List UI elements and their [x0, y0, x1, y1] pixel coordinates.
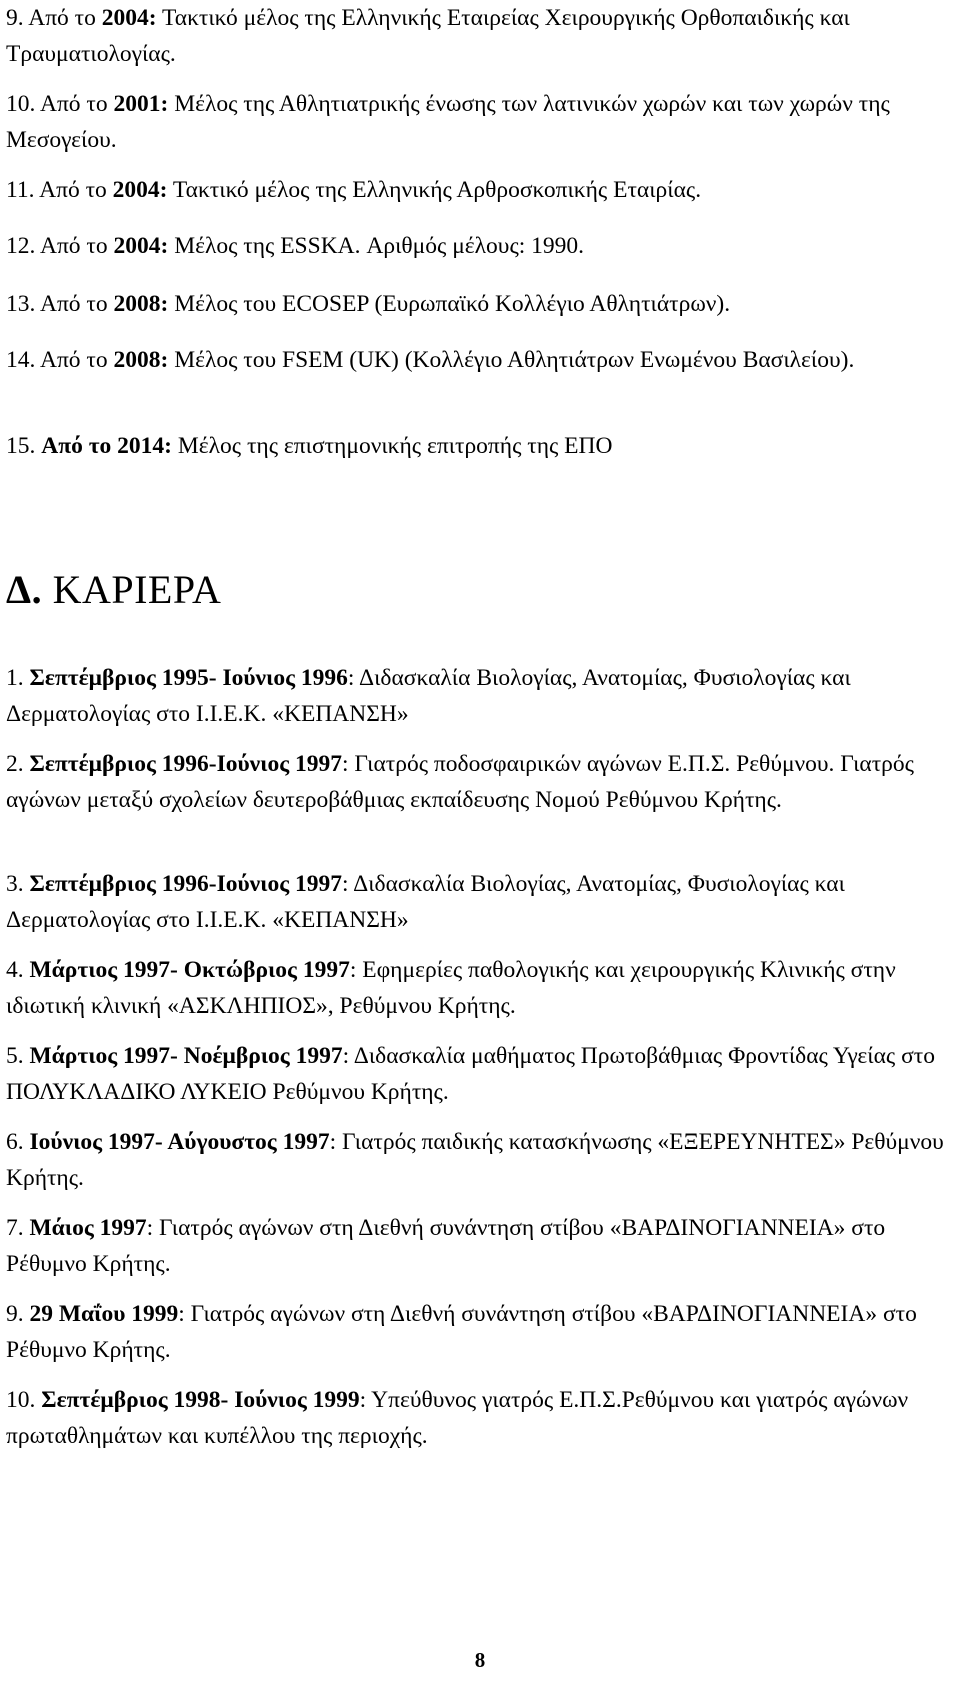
career-item: 2. Σεπτέμβριος 1996-Ιούνιος 1997: Γιατρός ποδοσφαιρικών αγώνων Ε.Π.Σ. Ρεθύμνου. Γιατρός αγώνων μεταξύ σχολείων δευτεροβάθμιας εκπαίδευσης Νομού Ρεθύμνου Κρήτης. — [6, 751, 914, 813]
career-item: 10. Σεπτέμβριος 1998- Ιούνιος 1999: Υπεύθυνος γιατρός Ε.Π.Σ.Ρεθύμνου και γιατρός αγώνων πρωταθλημάτων και κυπέλλου της περιοχής. — [6, 1387, 909, 1449]
membership-item: 14. Από το 2008: Μέλος του FSEM (UK) (Κολλέγιο Αθλητιάτρων Ενωμένου Βασιλείου). — [6, 347, 855, 373]
membership-item: 15. Από το 2014: Μέλος της επιστημονικής επιτροπής της ΕΠΟ — [6, 433, 613, 459]
page-number: 8 — [474, 1648, 486, 1672]
career-item: 1. Σεπτέμβριος 1995- Ιούνιος 1996: Διδασκαλία Βιολογίας, Ανατομίας, Φυσιολογίας και Δερματολογίας στο Ι.Ι.Ε.Κ. «ΚΕΠΑΝΣΗ» — [6, 665, 851, 727]
career-item: 4. Μάρτιος 1997- Οκτώβριος 1997: Εφημερίες παθολογικής και χειρουργικής Κλινικής στην ιδιωτική κλινική «ΑΣΚΛΗΠΙΟΣ», Ρεθύμνου Κρήτης. — [6, 957, 896, 1019]
career-item: 6. Ιούνιος 1997- Αύγουστος 1997: Γιατρός παιδικής κατασκήνωσης «ΕΞΕΡΕΥΝΗΤΕΣ» Ρεθύμνου Κρήτης. — [6, 1129, 944, 1191]
membership-item: 13. Από το 2008: Μέλος του ECOSEP (Ευρωπαϊκό Κολλέγιο Αθλητιάτρων). — [6, 291, 731, 317]
career-item: 9. 29 Μαΐου 1999: Γιατρός αγώνων στη Διεθνή συνάντηση στίβου «ΒΑΡΔΙΝΟΓΙΑΝΝΕΙΑ» στο Ρέθυμνο Κρήτης. — [6, 1301, 917, 1363]
career-item: 5. Μάρτιος 1997- Νοέμβριος 1997: Διδασκαλία μαθήματος Πρωτοβάθμιας Φροντίδας Υγείας στο ΠΟΛΥΚΛΑΔΙΚΟ ΛΥΚΕΙΟ Ρεθύμνου Κρήτης. — [6, 1043, 935, 1105]
section-heading: Δ. ΚΑΡΙΕΡΑ — [6, 567, 222, 612]
membership-item: 9. Από το 2004: Τακτικό μέλος της Ελληνικής Εταιρείας Χειρουργικής Ορθοπαιδικής και Τραυματιολογίας. — [6, 5, 850, 67]
membership-item: 11. Από το 2004: Τακτικό μέλος της Ελληνικής Αρθροσκοπικής Εταιρίας. — [6, 177, 702, 203]
membership-item: 10. Από το 2001: Μέλος της Αθλητιατρικής ένωσης των λατινικών χωρών και των χωρών της Μεσογείου. — [6, 91, 890, 153]
career-item: 3. Σεπτέμβριος 1996-Ιούνιος 1997: Διδασκαλία Βιολογίας, Ανατομίας, Φυσιολογίας και Δερματολογίας στο Ι.Ι.Ε.Κ. «ΚΕΠΑΝΣΗ» — [6, 871, 845, 933]
membership-item: 12. Από το 2004: Μέλος της ESSKA. Αριθμός μέλους: 1990. — [6, 233, 585, 259]
career-item: 7. Μάιος 1997: Γιατρός αγώνων στη Διεθνή συνάντηση στίβου «ΒΑΡΔΙΝΟΓΙΑΝΝΕΙΑ» στο Ρέθυμνο Κρήτης. — [6, 1215, 886, 1277]
